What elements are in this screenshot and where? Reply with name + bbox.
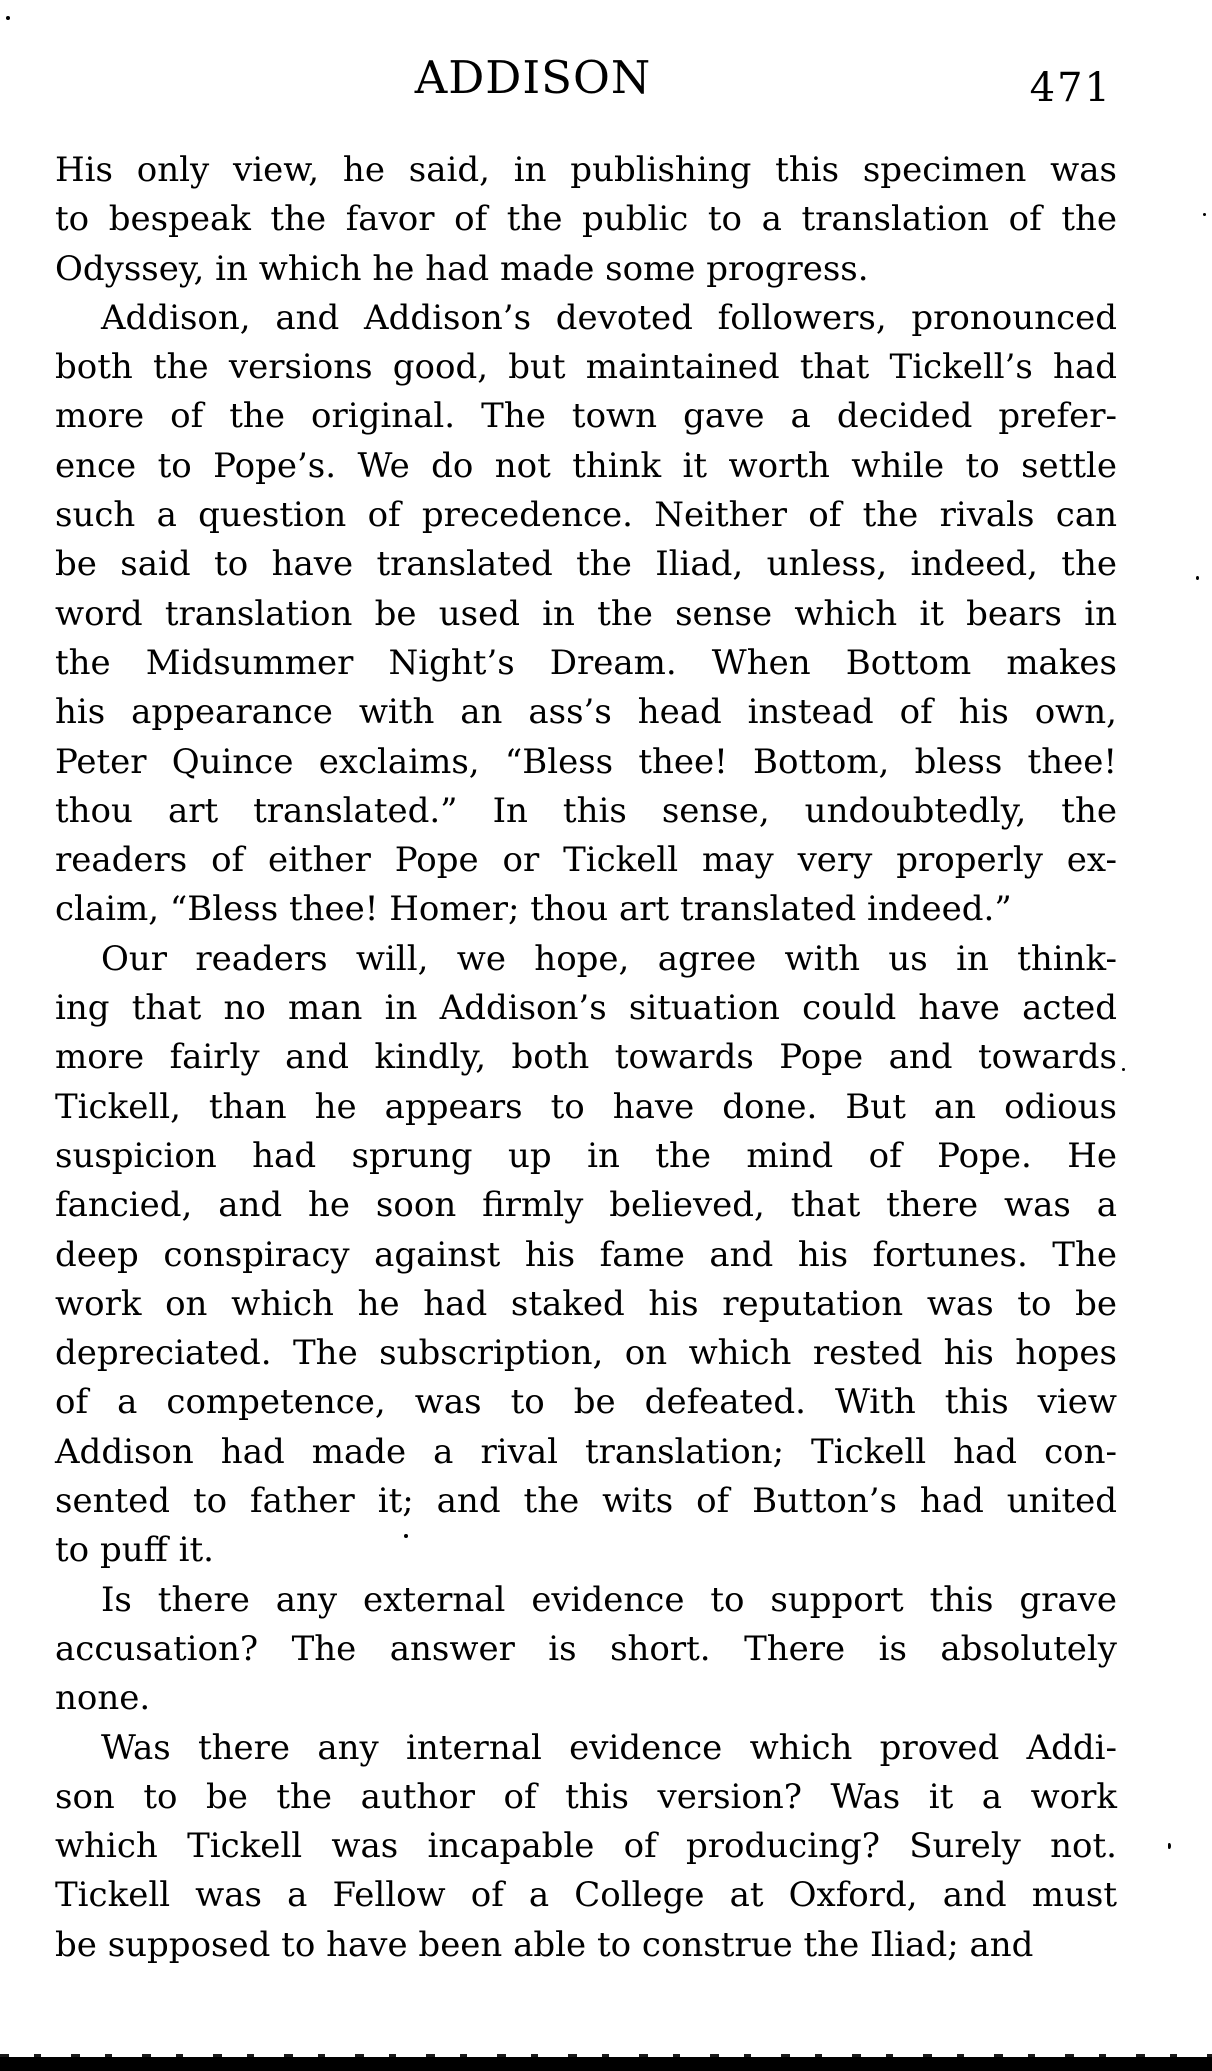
text-line: which Tickell was incapable of producing? Surely not.: [55, 1826, 1117, 1867]
scan-speck: [1203, 213, 1206, 216]
text-line: Our readers will, we hope, agree with us in think-: [101, 938, 1117, 979]
text-line: his appearance with an ass’s head instead of his own,: [55, 692, 1117, 733]
text-line: more fairly and kindly, both towards Pope and towards: [55, 1037, 1117, 1078]
text-line: both the versions good, but maintained that Tickell’s had: [55, 347, 1117, 388]
scan-speck: [6, 16, 10, 20]
text-column: [55, 146, 1117, 1970]
text-line: more of the original. The town gave a decided prefer-: [55, 396, 1117, 437]
text-line: to bespeak the favor of the public to a translation of the: [55, 199, 1117, 240]
text-line: depreciated. The subscription, on which rested his hopes: [55, 1333, 1117, 1374]
text-line: deep conspiracy against his fame and his fortunes. The: [55, 1234, 1117, 1275]
text-line: Addison, and Addison’s devoted followers, pronounced: [101, 297, 1117, 338]
text-line: Tickell was a Fellow of a College at Oxford, and must: [55, 1875, 1117, 1916]
text-line: such a question of precedence. Neither of the rivals can: [55, 495, 1117, 536]
text-line: accusation? The answer is short. There is absolutely: [55, 1628, 1117, 1669]
scan-edge-bar: [0, 2057, 1212, 2071]
text-line: thou art translated.” In this sense, undoubtedly, the: [55, 790, 1117, 831]
text-line: Tickell, than he appears to have done. But an odious: [55, 1086, 1117, 1127]
text-line: sented to father it; and the wits of Button’s had united: [55, 1481, 1117, 1522]
text-line: Peter Quince exclaims, “Bless thee! Bottom, bless thee!: [55, 741, 1117, 782]
text-line: work on which he had staked his reputation was to be: [55, 1283, 1117, 1324]
text-line: Odyssey, in which he had made some progress.: [55, 248, 869, 289]
text-line: son to be the author of this version? Was it a work: [55, 1776, 1117, 1817]
text-line: Was there any internal evidence which proved Addi-: [101, 1727, 1117, 1768]
scan-speck: [404, 1534, 408, 1538]
scan-speck: [1122, 1068, 1125, 1071]
text-line: Addison had made a rival translation; Tickell had con-: [55, 1431, 1117, 1472]
scan-speck: [1168, 1843, 1171, 1849]
running-title: ADDISON: [414, 51, 652, 104]
paragraph: [55, 146, 1117, 294]
text-line: His only view, he said, in publishing this specimen was: [55, 150, 1117, 190]
text-line: be said to have translated the Iliad, unless, indeed, the: [55, 544, 1117, 585]
text-line: readers of either Pope or Tickell may very properly ex-: [55, 840, 1117, 881]
scan-speck: [1196, 576, 1199, 580]
text-line: of a competence, was to be defeated. With this view: [55, 1382, 1117, 1423]
text-line: claim, “Bless thee! Homer; thou art translated indeed.”: [55, 889, 1012, 930]
text-line: be supposed to have been able to construe the Iliad; and: [55, 1924, 1034, 1965]
text-line: ing that no man in Addison’s situation could have acted: [55, 988, 1117, 1029]
paragraph: [55, 935, 1117, 1576]
text-line: the Midsummer Night’s Dream. When Bottom makes: [55, 642, 1117, 683]
text-line: ence to Pope’s. We do not think it worth while to settle: [55, 445, 1117, 486]
paragraph: [55, 294, 1117, 935]
text-line: suspicion had sprung up in the mind of Pope. He: [55, 1135, 1117, 1176]
text-line: Is there any external evidence to support this grave: [101, 1579, 1117, 1620]
text-line: to puff it.: [55, 1530, 214, 1571]
paragraph: [55, 1576, 1117, 1724]
paragraph: [55, 1724, 1117, 1970]
text-line: word translation be used in the sense which it bears in: [55, 593, 1117, 634]
text-line: none.: [55, 1678, 151, 1719]
page-header: [0, 52, 1212, 122]
page-number: 471: [1029, 65, 1112, 111]
text-line: fancied, and he soon firmly believed, that there was a: [55, 1185, 1117, 1226]
